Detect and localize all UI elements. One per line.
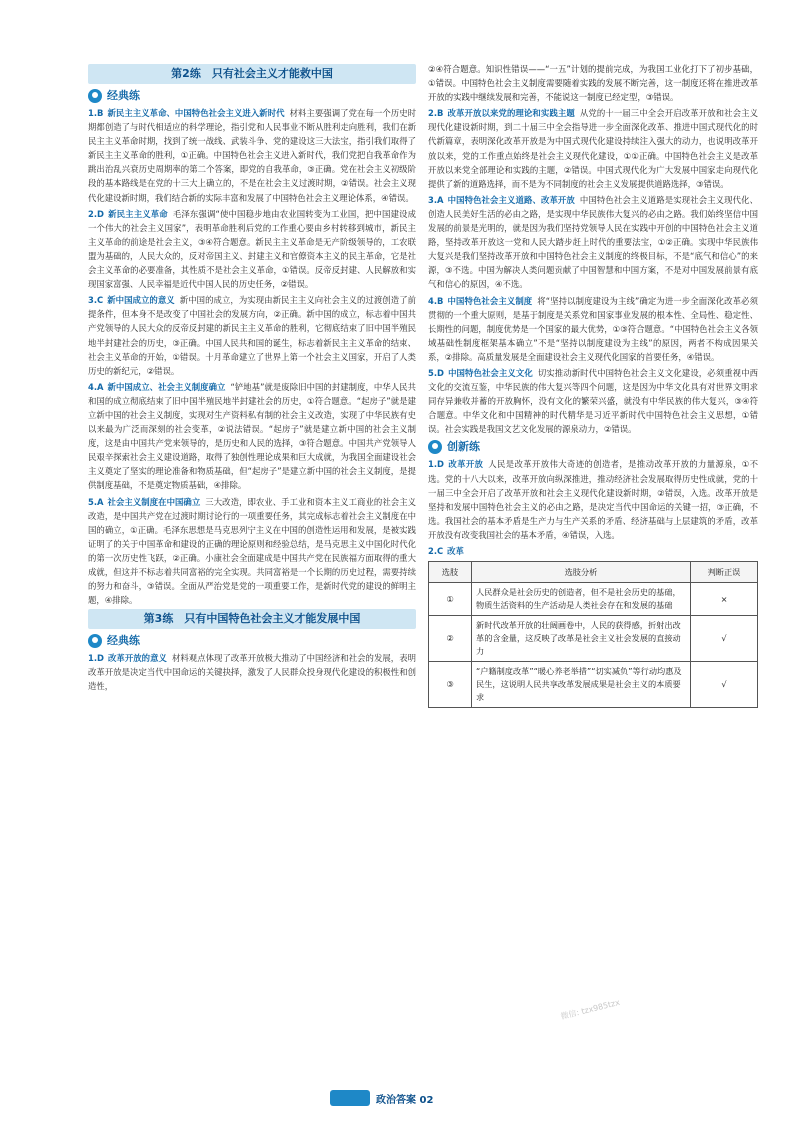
- answer-number: 2.D: [88, 208, 104, 219]
- answer-explanation: 将“坚持以制度建设为主线”确定为进一步全面深化改革必须贯彻的一个重大原则，是基于制度是关系党和国家事业发展的根本性、全局性、稳定性、长期性的问题，制度优势是一个国家的最大优势，①③符合题意。“中国特色社会主义各领域基础性制度框架基本确立”不是“坚持以制度建设为主线”的原因，两者不构成因果关系，②排除。高质量发展是全面建设社会主义现代化国家的首要任务，④错误。: [428, 295, 758, 362]
- answer-topic: 中国特色社会主义文化: [447, 367, 533, 378]
- answer-explanation: 材料观点体现了改革开放极大推动了中国经济和社会的发展，表明改革开放是决定当代中国命运的关键抉择，激发了人民群众投身现代化建设的积极性和创造性，: [88, 653, 417, 692]
- watermark: 微信: tzx985tzx: [559, 997, 621, 1022]
- answer-topic: 中国特色社会主义道路、改革开放: [447, 194, 575, 205]
- answer-topic: 新民主主义革命: [107, 208, 168, 219]
- answer-explanation: 材料主要强调了党在每一个历史时期都创造了与时代相适应的科学理论，指引党和人民事业不断从胜利走向胜利，我们在新民主主义革命时期，找到了统一战线、武装斗争、党的建设这三大法宝，指引我们取得了新民主主义革命的胜利，①正确。中国特色社会主义进入新时代，我们党把自我革命作为跳出治乱兴衰历史周期率的第二个答案，即党的自我革命，③正确。党在社会主义初级阶段的基本路线是在党的十三大上确立的，不是在社会主义过渡时期，②错误。社会主义现代化建设新时期，我们结合新的实际丰富和发展了中国特色社会主义理论体系，④错误。: [88, 108, 417, 203]
- answer-explanation: 切实推动新时代中国特色社会主义文化建设，必须重视中西文化的交流互鉴，中华民族的伟大复兴等四个问题，这是因为中华文化具有对世界文明求同存异兼收并蓄的开放胸怀，没有文化的繁荣兴盛，就没有中华民族的伟大复兴，③④符合题意。中华文化和中国精神的时代精华是习近平新时代中国特色社会主义思想，①错误。社会实践是我国文艺文化发展的源泉动力，②错误。: [428, 367, 759, 435]
- pencil-badge-icon: [88, 89, 102, 103]
- publisher-logo-icon: [330, 1090, 370, 1106]
- answer-topic: 中国特色社会主义制度: [447, 295, 533, 306]
- subheading-label: 创新练: [447, 440, 480, 454]
- answer-item: [428, 193, 758, 292]
- table-header-row: [429, 562, 758, 583]
- answer-explanation: 新中国的成立，为实现由新民主主义向社会主义的过渡创造了前提条件，但本身不是改变了中国社会的发展方向，②正确。新中国的成立，标志着中国共产党领导的人民大众的反帝反封建的新民主主义革命的胜利，它彻底结束了旧中国半殖民地半封建社会的历史，③正确。中国人民共和国的诞生，标志着新民主主义革命的结束、社会主义革命的开始，①错误。十月革命建立了世界上第一个社会主义国家，开启了人类历史的新纪元，②错误。: [88, 295, 417, 376]
- subheading-classic-2: [88, 633, 416, 649]
- table-header-cell: 选肢: [429, 562, 472, 583]
- table-row: [429, 662, 758, 708]
- page-footer: [330, 1090, 433, 1106]
- table-cell: √: [691, 616, 758, 662]
- answer-item: [88, 651, 416, 693]
- answer-item: [428, 366, 758, 436]
- pencil-badge-icon: [428, 440, 442, 454]
- table-row: [429, 616, 758, 662]
- subheading-innovation: [428, 439, 758, 455]
- table-cell: 人民群众是社会历史的创造者，但不是社会历史的基础，物质生活资料的生产活动是人类社会存在和发展的基础: [472, 583, 691, 616]
- answer-number: 1.B: [88, 108, 104, 118]
- answer-number: 1.D: [88, 653, 104, 664]
- answer-topic: 改革: [447, 546, 464, 556]
- subheading-label: 经典练: [107, 634, 140, 648]
- answer-number: 5.A: [88, 496, 104, 507]
- answer-item: [428, 294, 758, 364]
- answer-number: 4.A: [88, 381, 104, 392]
- answer-explanation: 三大改造，即农业、手工业和资本主义工商业的社会主义改造，是中国共产党在过渡时期讨论行的一项重要任务，其完成标志着社会主义制度在中国的确立，①正确。毛泽东思想是马克思列宁主义在中国的创造性运用和发展，是被实践证明了的关于中国革命和建设的正确的理论原则和经验总结，是马克思主义中国化时代化的第一次历史性飞跃，②正确。小康社会全面建成是中国共产党在民族福方面取得的重大成就，但这并不标志着共同富裕的完全实现。共同富裕是一个长期的历史过程，需要持续的努力和奋斗，③错误。全面从严治党是党的一项重要工作，是新时代党的建设的鲜明主题，④排除。: [88, 496, 417, 606]
- answer-topic: 改革开放的意义: [107, 653, 167, 664]
- table-row: [429, 583, 758, 616]
- page-label: 政治答案 02: [376, 1094, 434, 1106]
- answer-item: [88, 207, 416, 292]
- answer-item: [88, 106, 416, 205]
- answer-topic: 新中国成立的意义: [107, 295, 175, 306]
- answer-number: 4.B: [428, 295, 444, 306]
- answer-number: 1.D: [428, 459, 444, 470]
- answer-topic: 改革开放: [447, 459, 484, 470]
- answer-item: [428, 457, 758, 542]
- answer-item: [88, 380, 416, 493]
- answer-item: [428, 106, 758, 191]
- table-cell: √: [691, 662, 758, 708]
- left-column: [88, 62, 416, 696]
- answer-number: 3.A: [428, 194, 444, 205]
- answer-explanation: “铲地基”就是废除旧中国的封建制度，中华人民共和国的成立彻底结束了旧中国半殖民地半封建社会的历史，①符合题意。“起房子”就是建立新中国的社会主义制度，实现对生产资料私有制的社会主义改造，实现了中华民族有史以来最为广泛而深刻的社会变革，②说法错误。“起房子”就是建立新中国的社会主义制度，这是由中国共产党来领导的，是历史和人民的选择，③符合题意。中国共产党领导人民艰辛探索社会主义建设道路，取得了独创性理论成果和巨大成就，为我国全面建设社会主义奠定了坚实的理论准备和物质基础，但“起房子”是建立新中国的社会主义制度，是提供制度基础，不是奠定物质基础，④排除。: [88, 381, 416, 491]
- answer-topic: 改革开放以来党的理论和实践主题: [447, 108, 575, 119]
- right-column: [428, 62, 758, 708]
- section-title-2: 第2练 只有社会主义才能救中国: [88, 64, 416, 84]
- table-header-cell: 选肢分析: [472, 562, 691, 583]
- table-cell: “户籍制度改革”“暖心养老举措”“切实减负”等行动均惠及民生，这说明人民共享改革发展成果是社会主义的本质要求: [472, 662, 691, 708]
- table-cell: ②: [429, 616, 472, 662]
- answer-topic: 新中国成立、社会主义制度确立: [107, 381, 226, 392]
- answer-continuation: ②④符合题意。知识性错误——“一五”计划的提前完成，为我国工业化打下了初步基础，①错误。中国特色社会主义制度需要随着实践的发展不断完善，这一制度还将在推进改革开放的实践中继续发展和完善，不能说这一制度已经定型，③错误。: [428, 64, 758, 103]
- subheading-classic-1: [88, 88, 416, 104]
- answer-number: 2.C: [428, 546, 444, 556]
- pencil-badge-icon: [88, 634, 102, 648]
- answer-topic: 新民主主义革命、中国特色社会主义进入新时代: [107, 108, 285, 118]
- answer-item: [88, 495, 416, 608]
- table-cell: ①: [429, 583, 472, 616]
- answer-topic: 社会主义制度在中国确立: [107, 496, 201, 507]
- subheading-label: 经典练: [107, 88, 140, 102]
- answer-item: [88, 293, 416, 378]
- table-cell: ③: [429, 662, 472, 708]
- answer-explanation: 从党的十一届三中全会开启改革开放和社会主义现代化建设新时期，到二十届三中全会指导进一步全面深化改革、推进中国式现代化的时代新篇章，表明深化改革开放是为中国式现代化建设持续注入强大的动力，也说明改革开放以来，党的工作重点始终是社会主义现代化建设，①①正确。中国特色社会主义是改革开放以来党全部理论和实践的主题，②错误。中国式现代化为广大发展中国家走向现代化提供了新的道路选择，而不是为不同制度的社会主义发展提供道路选择，③错误。: [428, 108, 759, 189]
- section-title-3: 第3练 只有中国特色社会主义才能发展中国: [88, 609, 416, 629]
- table-cell: 新时代改革开放的壮阔画卷中，人民的获得感，折射出改革的含金量，这反映了改革是社会主义社会发展的直接动力: [472, 616, 691, 662]
- answer-explanation: 毛泽东强调“使中国稳步地由农业国转变为工业国，把中国建设成一个伟大的社会主义国家”，表明革命胜利后党的工作重心要由乡村转移到城市，新民主主义革命的前途是社会主义，③④符合题意。新民主主义革命是无产阶级领导的，工农联盟为基础的，人民大众的，反对帝国主义、封建主义和官僚资本主义的民主革命，它是社会主义革命的必要准备，其性质不是社会主义革命，①错误。反帝反封建、人民解放和实现国家富强、人民幸福是近代中国人民的历史任务，②错误。: [88, 208, 417, 290]
- answer-number: 5.D: [428, 367, 444, 378]
- answer-explanation: 人民是改革开放伟大奇迹的创造者，是推动改革开放的力量源泉，①不选。党的十八大以来，改革开放向纵深推进，推动经济社会发展取得历史性成就，党的十一届三中全会开启了改革开放和社会主义现代化建设新时期，②错误，入选。改革开放是坚持和发展中国特色社会主义的必由之路，是决定当代中国命运的关键一招，③正确，不选。我国社会的基本矛盾是生产力与生产关系的矛盾、经济基础与上层建筑的矛盾，改革开放没有改变我国社会的基本矛盾，④错误，入选。: [428, 459, 758, 540]
- answer-number: 2.B: [428, 108, 444, 119]
- answer-explanation: 中国特色社会主义道路是实现社会主义现代化、创造人民美好生活的必由之路，是实现中华民族伟大复兴的必由之路。我们始终坚信中国发展的前景是光明的，就是因为我们坚持党领导人民在实践中开创的中国特色社会主义道路，坚持改革开放这一党和人民大踏步赶上时代的重要法宝，①②正确。实现中华民族伟大复兴是我们坚持改革开放和中国特色社会主义制度的终极目标，不是“底气和信心”的来源，③不选。中国为解决人类问题贡献了中国智慧和中国方案，不是对中国发展前景有底气和信心的原因，④不选。: [428, 194, 759, 290]
- table-cell: ×: [691, 583, 758, 616]
- answer-item: [428, 544, 758, 558]
- table-header-cell: 判断正误: [691, 562, 758, 583]
- option-analysis-table: [428, 561, 758, 708]
- answer-number: 3.C: [88, 295, 104, 306]
